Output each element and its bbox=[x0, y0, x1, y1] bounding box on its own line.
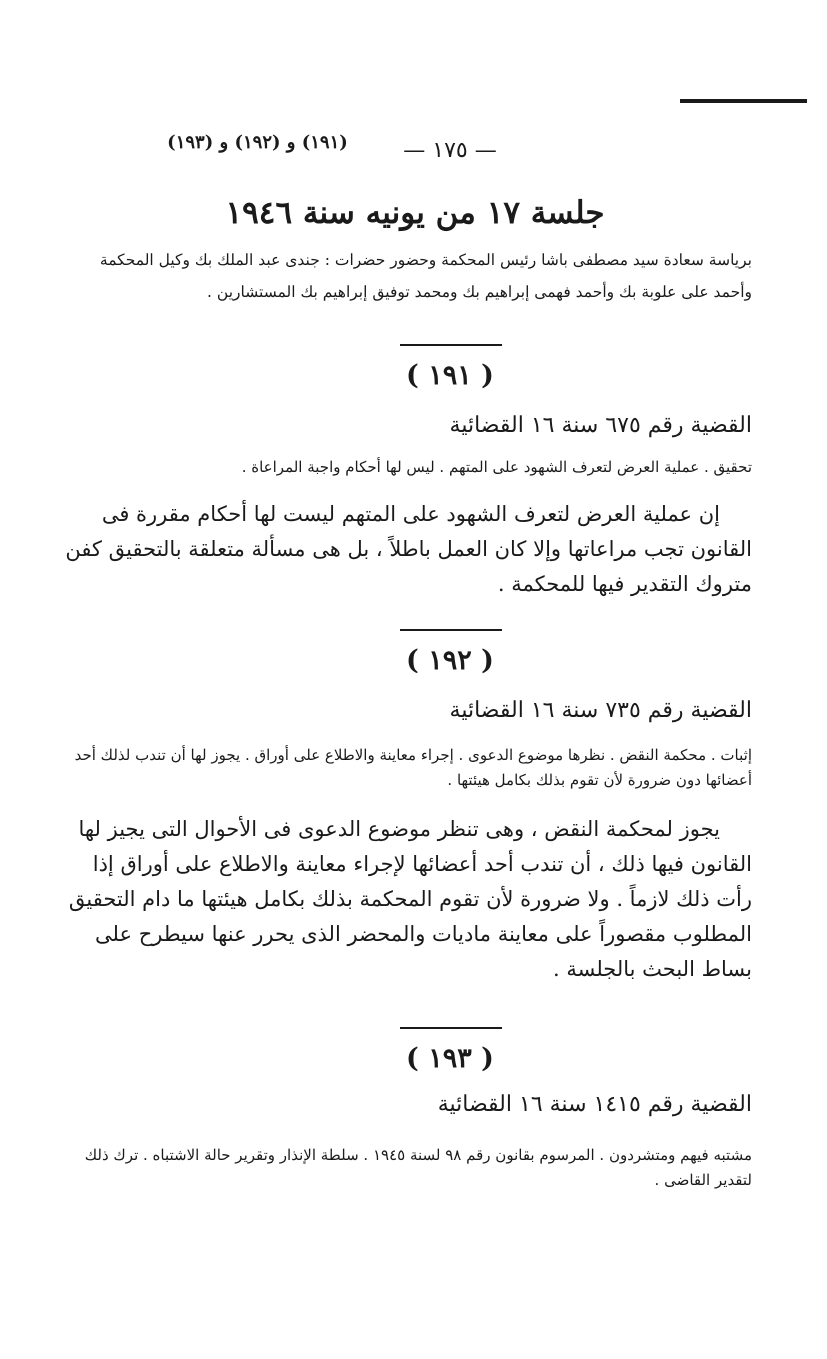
case-title: القضية رقم ٧٣٥ سنة ١٦ القضائية bbox=[449, 698, 752, 723]
case-title: القضية رقم ١٤١٥ سنة ١٦ القضائية bbox=[437, 1092, 752, 1117]
case-number: ( ١٩٣ ) bbox=[406, 1043, 494, 1074]
case-body: إن عملية العرض لتعرف الشهود على المتهم ليست لها أحكام مقررة فى القانون تجب مراعاتها وإلا كان العمل باطلاً ، بل هى مسألة متعلقة بالتحقيق كفن متروك التقدير فيها للمحكمة . bbox=[65, 502, 752, 596]
case-summary: إثبات . محكمة النقض . نظرها موضوع الدعوى . إجراء معاينة والاطلاع على أوراق . يجوز لها أن تندب لذلك أحد أعضائها دون ضرورة لأن تقوم بذلك بكامل هيئتها . bbox=[74, 746, 752, 789]
section-divider bbox=[400, 629, 502, 631]
case-summary: تحقيق . عملية العرض لتعرف الشهود على المتهم . ليس لها أحكام واجبة المراعاة . bbox=[241, 458, 752, 476]
case-title: القضية رقم ٦٧٥ سنة ١٦ القضائية bbox=[449, 413, 752, 438]
case-number: ( ١٩٢ ) bbox=[406, 645, 494, 676]
header-cases-reference: (١٩١) و (١٩٢) و (١٩٣) bbox=[167, 132, 348, 153]
top-rule bbox=[680, 99, 807, 103]
page-number: — ١٧٥ — bbox=[403, 138, 497, 163]
case-summary: مشتبه فيهم ومتشردون . المرسوم بقانون رقم ٩٨ لسنة ١٩٤٥ . سلطة الإنذار وتقرير حالة الاشتباه . ترك ذلك لتقدير القاضى . bbox=[84, 1146, 752, 1189]
section-divider bbox=[400, 344, 502, 346]
session-title: جلسة ١٧ من يونيه سنة ١٩٤٦ bbox=[225, 195, 605, 231]
case-body: يجوز لمحكمة النقض ، وهى تنظر موضوع الدعوى فى الأحوال التى يجيز لها القانون فيها ذلك ، أن تندب أحد أعضائها لإجراء معاينة والاطلاع على أوراق إذا رأت ذلك لازماً . ولا ضرورة لأن تقوم المحكمة بذلك بكامل هيئتها ما دام التحقيق المطلوب مقصوراً على معاينة ماديات والمحضر الذى يحرر عنها سيطرح على بساط البحث بالجلسة . bbox=[68, 817, 752, 981]
case-number: ( ١٩١ ) bbox=[406, 360, 494, 391]
section-divider bbox=[400, 1027, 502, 1029]
session-presidency: برياسة سعادة سيد مصطفى باشا رئيس المحكمة وحضور حضرات : جندى عبد الملك بك وكيل المحكمة وأحمد على علوبة بك وأحمد فهمى إبراهيم بك ومحمد توفيق إبراهيم بك المستشارين . bbox=[99, 251, 752, 301]
